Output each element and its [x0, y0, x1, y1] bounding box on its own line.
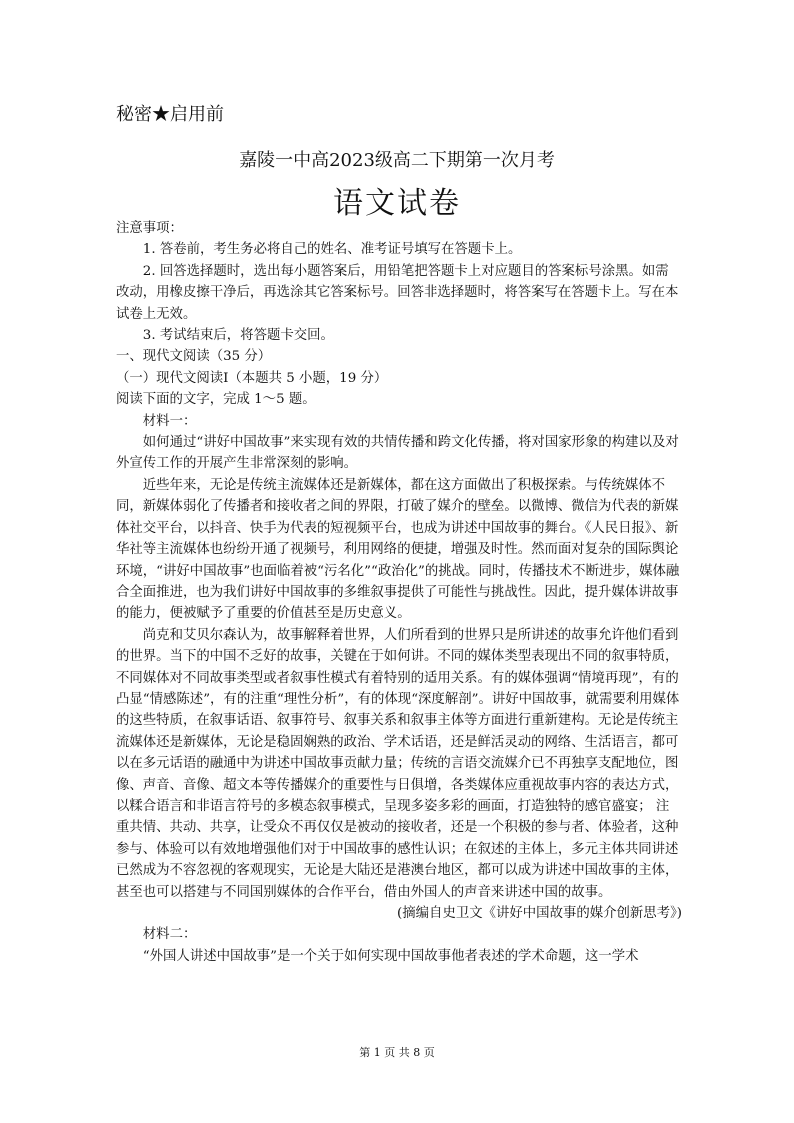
- note-item: 1. 答卷前，考生务必将自己的姓名、准考证号填写在答题卡上。: [142, 242, 522, 258]
- note-item: 3. 考试结束后，将答题卡交回。: [142, 328, 334, 344]
- subject-title: 语文试卷: [333, 186, 461, 221]
- reading-instruction: 阅读下面的文字，完成 1～5 题。: [116, 392, 316, 408]
- confidential-label: 秘密★启用前: [116, 104, 224, 125]
- material1-paragraph: 尚克和艾贝尔森认为，故事解释着世界，人们所看到的世界只是所讲述的故事允许他们看到的世界。当下的中国不乏好的故事，关键在于如何讲。不同的媒体类型表现出不同的叙事特质，不同媒体对不同故事类型或者叙事性模式有着特别的适用关系。有的媒体强调“情境再现”，有的凸显“情感陈述”，有的注重“理性分析”，有的体现“深度解剖”。讲好中国故事，就需要利用媒体的这些特质，在叙事话语、叙事符号、叙事关系和叙事主体等方面进行重新建构。无论是传统主流媒体还是新媒体，无论是稳固娴熟的政治、学术话语，还是鲜活灵动的网络、生活语言，都可以在多元话语的融通中为讲述中国故事贡献力量；传统的言语交流媒介已不再独享支配地位，图像、声音、音像、超文本等传播媒介的重要性与日俱增，各类媒体应重视故事内容的表达方式，以糅合语言和非语言符号的多模态叙事模式，呈现多姿多彩的画面，打造独特的感官盛宴； 注重共情、共动、共享，让受众不再仅仅是被动的接收者，还是一个积极的参与者、体验者，这种参与、体验可以有效地增强他们对于中国故事的感性认识；在叙述的主体上，多元主体共同讲述已然成为不容忽视的客观现实，无论是大陆还是港澳台地区，都可以成为讲述中国故事的主体，甚至也可以搭建与不同国别媒体的合作平台，借由外国人的声音来讲述中国的故事。: [116, 627, 680, 900]
- exam-title: 嘉陵一中高2023级高二下期第一次月考: [239, 150, 555, 171]
- material2-paragraph: “外国人讲述中国故事”是一个关于如何实现中国故事他者表述的学术命题，这一学术: [142, 948, 639, 964]
- section-sub-heading: （一）现代文阅读Ⅰ（本题共 5 小题，19 分）: [116, 370, 388, 386]
- material1-label: 材料一：: [142, 413, 197, 429]
- note-item: 2. 回答选择题时，选出每小题答案后，用铅笔把答题卡上对应题目的答案标号涂黑。如需改动，用橡皮擦干净后，再选涂其它答案标号。回答非选择题时，将答案写在答题卡上。写在本试卷上无效。: [116, 263, 679, 322]
- material2-label: 材料二：: [142, 927, 197, 943]
- exam-body: [116, 218, 682, 967]
- material1-source: (摘编自史卫文《讲好中国故事的媒介创新思考》): [397, 906, 682, 921]
- material1-paragraph: 如何通过“讲好中国故事”来实现有效的共情传播和跨文化传播，将对国家形象的构建以及对外宣传工作的开展产生非常深刻的影响。: [116, 435, 679, 472]
- notes-title: 注意事项：: [116, 221, 183, 236]
- material1-paragraph: 近些年来，无论是传统主流媒体还是新媒体，都在这方面做出了积极探索。与传统媒体不同，新媒体弱化了传播者和接收者之间的界限，打破了媒介的壁垒。以微博、微信为代表的新媒体社交平台，以抖音、快手为代表的短视频平台，也成为讲述中国故事的舞台。《人民日报》、新华社等主流媒体也纷纷开通了视频号，利用网络的便捷，增强及时性。然而面对复杂的国际舆论环境，“讲好中国故事”也面临着被“污名化”“政治化”的挑战。同时，传播技术不断进步，媒体融合全面推进，也为我们讲好中国故事的多维叙事提供了可能性与挑战性。因此，提升媒体讲故事的能力，便被赋予了重要的价值甚至是历史意义。: [116, 477, 680, 622]
- section-heading: 一、现代文阅读（35 分）: [116, 349, 272, 365]
- page-footer: 第 1 页 共 8 页: [359, 1046, 435, 1059]
